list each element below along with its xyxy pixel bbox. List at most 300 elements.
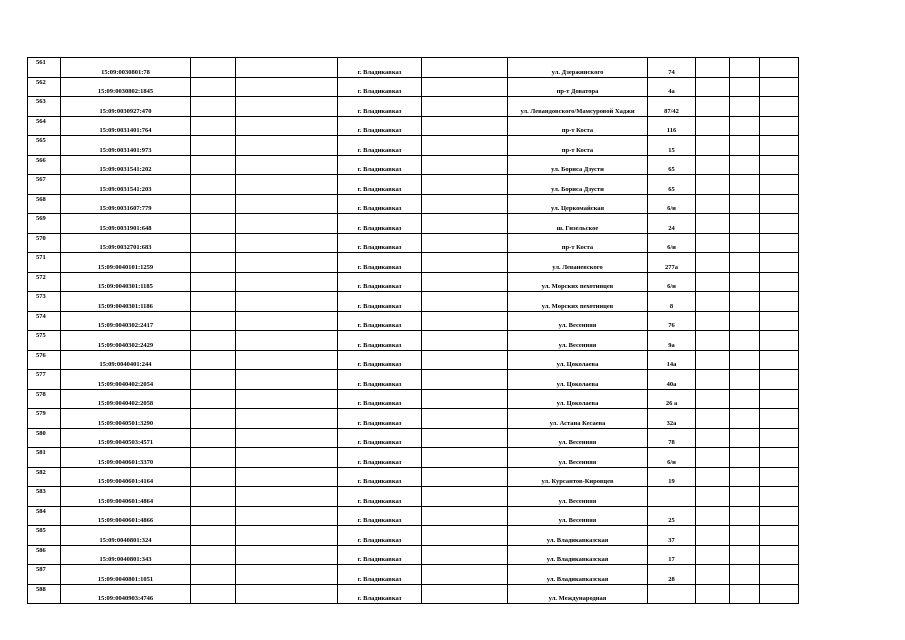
- row-number: 564: [28, 116, 61, 136]
- cadastral-number: 15:09:0040302:2417: [61, 311, 191, 331]
- house-number: 9а: [648, 331, 696, 351]
- table-row: [28, 253, 799, 273]
- empty-cell: [191, 175, 236, 195]
- empty-cell: [191, 584, 236, 604]
- empty-cell: [191, 214, 236, 234]
- house-number: 8: [648, 292, 696, 312]
- empty-cell: [730, 155, 760, 175]
- cadastral-number: 15:09:0031401:973: [61, 136, 191, 156]
- table-row: [28, 97, 799, 117]
- city-name: г. Владикавказ: [338, 545, 422, 565]
- street-name: ул. Леваневского: [508, 253, 648, 273]
- empty-cell: [696, 389, 730, 409]
- empty-cell: [760, 584, 799, 604]
- empty-cell: [760, 409, 799, 429]
- street-name: ул. Цоколаева: [508, 350, 648, 370]
- empty-cell: [422, 467, 508, 487]
- house-number: 19: [648, 467, 696, 487]
- empty-cell: [730, 506, 760, 526]
- street-name: пр-т Коста: [508, 116, 648, 136]
- street-name: ул. Весенняя: [508, 487, 648, 507]
- empty-cell: [760, 116, 799, 136]
- city-name: г. Владикавказ: [338, 194, 422, 214]
- empty-cell: [730, 331, 760, 351]
- cadastral-number: 15:09:0040501:3290: [61, 409, 191, 429]
- empty-cell: [191, 272, 236, 292]
- empty-cell: [191, 58, 236, 78]
- table-row: [28, 428, 799, 448]
- empty-cell: [422, 97, 508, 117]
- row-number: 580: [28, 428, 61, 448]
- empty-cell: [730, 116, 760, 136]
- cadastral-number: 15:09:0030802:1845: [61, 77, 191, 97]
- empty-cell: [696, 526, 730, 546]
- cadastral-number: 15:09:0040601:4164: [61, 467, 191, 487]
- empty-cell: [730, 448, 760, 468]
- city-name: г. Владикавказ: [338, 233, 422, 253]
- table-row: [28, 467, 799, 487]
- street-name: ул. Весенняя: [508, 448, 648, 468]
- empty-cell: [696, 409, 730, 429]
- house-number: 277а: [648, 253, 696, 273]
- table-row: [28, 409, 799, 429]
- city-name: г. Владикавказ: [338, 409, 422, 429]
- empty-cell: [696, 155, 730, 175]
- cadastral-number: 15:09:0040402:2054: [61, 370, 191, 390]
- empty-cell: [696, 116, 730, 136]
- empty-cell: [422, 350, 508, 370]
- empty-cell: [760, 350, 799, 370]
- table-row: [28, 565, 799, 585]
- table-row: [28, 389, 799, 409]
- row-number: 573: [28, 292, 61, 312]
- house-number: 4а: [648, 77, 696, 97]
- empty-cell: [696, 253, 730, 273]
- cadastral-number: 15:09:0040301:1185: [61, 272, 191, 292]
- cadastral-number: 15:09:0040801:324: [61, 526, 191, 546]
- empty-cell: [236, 467, 338, 487]
- empty-cell: [760, 389, 799, 409]
- empty-cell: [696, 467, 730, 487]
- row-number: 584: [28, 506, 61, 526]
- empty-cell: [236, 155, 338, 175]
- table-row: [28, 448, 799, 468]
- house-number: 65: [648, 155, 696, 175]
- empty-cell: [730, 584, 760, 604]
- empty-cell: [236, 428, 338, 448]
- empty-cell: [191, 194, 236, 214]
- empty-cell: [422, 584, 508, 604]
- empty-cell: [730, 214, 760, 234]
- row-number: 574: [28, 311, 61, 331]
- city-name: г. Владикавказ: [338, 136, 422, 156]
- empty-cell: [760, 467, 799, 487]
- street-name: ул. Весенняя: [508, 428, 648, 448]
- empty-cell: [191, 526, 236, 546]
- city-name: г. Владикавказ: [338, 253, 422, 273]
- empty-cell: [236, 565, 338, 585]
- house-number: 26 а: [648, 389, 696, 409]
- empty-cell: [236, 487, 338, 507]
- row-number: 561: [28, 58, 61, 78]
- city-name: г. Владикавказ: [338, 155, 422, 175]
- empty-cell: [760, 428, 799, 448]
- empty-cell: [191, 370, 236, 390]
- street-name: ул. Морских пехотинцев: [508, 272, 648, 292]
- row-number: 583: [28, 487, 61, 507]
- empty-cell: [760, 526, 799, 546]
- house-number: 6/и: [648, 233, 696, 253]
- table-row: [28, 526, 799, 546]
- empty-cell: [730, 409, 760, 429]
- empty-cell: [191, 233, 236, 253]
- city-name: г. Владикавказ: [338, 58, 422, 78]
- house-number: 6/и: [648, 194, 696, 214]
- empty-cell: [236, 116, 338, 136]
- house-number: 14а: [648, 350, 696, 370]
- row-number: 588: [28, 584, 61, 604]
- empty-cell: [422, 194, 508, 214]
- empty-cell: [422, 311, 508, 331]
- street-name: ул. Владикавказская: [508, 526, 648, 546]
- house-number: 40а: [648, 370, 696, 390]
- city-name: г. Владикавказ: [338, 506, 422, 526]
- table-row: [28, 116, 799, 136]
- empty-cell: [191, 253, 236, 273]
- empty-cell: [236, 292, 338, 312]
- empty-cell: [191, 389, 236, 409]
- empty-cell: [422, 155, 508, 175]
- street-name: ул. Владикавказская: [508, 545, 648, 565]
- city-name: г. Владикавказ: [338, 97, 422, 117]
- house-number: [648, 487, 696, 507]
- city-name: г. Владикавказ: [338, 272, 422, 292]
- street-name: ул. Цоколаева: [508, 370, 648, 390]
- empty-cell: [760, 487, 799, 507]
- city-name: г. Владикавказ: [338, 428, 422, 448]
- empty-cell: [422, 214, 508, 234]
- house-number: 25: [648, 506, 696, 526]
- city-name: г. Владикавказ: [338, 526, 422, 546]
- empty-cell: [191, 116, 236, 136]
- street-name: пр-т Коста: [508, 136, 648, 156]
- empty-cell: [760, 506, 799, 526]
- city-name: г. Владикавказ: [338, 292, 422, 312]
- empty-cell: [696, 233, 730, 253]
- empty-cell: [696, 506, 730, 526]
- empty-cell: [730, 58, 760, 78]
- city-name: г. Владикавказ: [338, 175, 422, 195]
- cadastral-number: 15:09:0031901:648: [61, 214, 191, 234]
- cadastral-number: 15:09:0040402:2058: [61, 389, 191, 409]
- empty-cell: [422, 428, 508, 448]
- empty-cell: [191, 331, 236, 351]
- empty-cell: [730, 77, 760, 97]
- empty-cell: [191, 350, 236, 370]
- empty-cell: [696, 370, 730, 390]
- row-number: 578: [28, 389, 61, 409]
- row-number: 577: [28, 370, 61, 390]
- empty-cell: [696, 194, 730, 214]
- row-number: 569: [28, 214, 61, 234]
- empty-cell: [236, 311, 338, 331]
- empty-cell: [422, 370, 508, 390]
- empty-cell: [191, 77, 236, 97]
- city-name: г. Владикавказ: [338, 584, 422, 604]
- empty-cell: [730, 526, 760, 546]
- empty-cell: [191, 545, 236, 565]
- table-row: [28, 77, 799, 97]
- row-number: 576: [28, 350, 61, 370]
- house-number: 6/и: [648, 272, 696, 292]
- empty-cell: [191, 448, 236, 468]
- empty-cell: [422, 233, 508, 253]
- house-number: 76: [648, 311, 696, 331]
- empty-cell: [730, 194, 760, 214]
- table-row: [28, 311, 799, 331]
- empty-cell: [696, 545, 730, 565]
- street-name: пр-т Коста: [508, 233, 648, 253]
- empty-cell: [760, 194, 799, 214]
- house-number: 6/и: [648, 448, 696, 468]
- empty-cell: [760, 233, 799, 253]
- house-number: 74: [648, 58, 696, 78]
- empty-cell: [191, 155, 236, 175]
- house-number: 78: [648, 428, 696, 448]
- empty-cell: [236, 370, 338, 390]
- house-number: [648, 584, 696, 604]
- empty-cell: [422, 253, 508, 273]
- empty-cell: [760, 331, 799, 351]
- empty-cell: [730, 311, 760, 331]
- table-row: [28, 545, 799, 565]
- cadastral-number: 15:09:0040903:4746: [61, 584, 191, 604]
- row-number: 587: [28, 565, 61, 585]
- row-number: 581: [28, 448, 61, 468]
- cadastral-number: 15:09:0031541:202: [61, 155, 191, 175]
- street-name: ул. Владикавказская: [508, 565, 648, 585]
- city-name: г. Владикавказ: [338, 77, 422, 97]
- house-number: 32а: [648, 409, 696, 429]
- cadastral-number: 15:09:0040601:4864: [61, 487, 191, 507]
- empty-cell: [422, 175, 508, 195]
- city-name: г. Владикавказ: [338, 565, 422, 585]
- table-row: [28, 506, 799, 526]
- row-number: 567: [28, 175, 61, 195]
- empty-cell: [730, 292, 760, 312]
- street-name: ул. Международная: [508, 584, 648, 604]
- empty-cell: [696, 428, 730, 448]
- empty-cell: [730, 233, 760, 253]
- city-name: г. Владикавказ: [338, 350, 422, 370]
- city-name: г. Владикавказ: [338, 116, 422, 136]
- street-name: ул. Курсантов-Кировцев: [508, 467, 648, 487]
- empty-cell: [191, 506, 236, 526]
- empty-cell: [236, 272, 338, 292]
- empty-cell: [236, 506, 338, 526]
- street-name: ул. Весенняя: [508, 506, 648, 526]
- empty-cell: [422, 58, 508, 78]
- empty-cell: [236, 58, 338, 78]
- row-number: 568: [28, 194, 61, 214]
- empty-cell: [422, 292, 508, 312]
- table-row: [28, 487, 799, 507]
- empty-cell: [730, 175, 760, 195]
- house-number: 37: [648, 526, 696, 546]
- street-name: ул. Левандовского/Мамсуровой Хаджи: [508, 97, 648, 117]
- empty-cell: [760, 175, 799, 195]
- empty-cell: [760, 370, 799, 390]
- empty-cell: [760, 448, 799, 468]
- house-number: 24: [648, 214, 696, 234]
- city-name: г. Владикавказ: [338, 311, 422, 331]
- empty-cell: [696, 350, 730, 370]
- empty-cell: [236, 350, 338, 370]
- cadastral-number: 15:09:0030927:470: [61, 97, 191, 117]
- cadastral-number: 15:09:0040301:1186: [61, 292, 191, 312]
- empty-cell: [730, 370, 760, 390]
- house-number: 65: [648, 175, 696, 195]
- empty-cell: [422, 389, 508, 409]
- empty-cell: [236, 448, 338, 468]
- empty-cell: [696, 584, 730, 604]
- table-row: [28, 272, 799, 292]
- table-row: [28, 175, 799, 195]
- cadastral-number: 15:09:0040503:4571: [61, 428, 191, 448]
- table-row: [28, 350, 799, 370]
- row-number: 582: [28, 467, 61, 487]
- row-number: 565: [28, 136, 61, 156]
- empty-cell: [422, 272, 508, 292]
- street-name: ул. Весенняя: [508, 311, 648, 331]
- empty-cell: [422, 409, 508, 429]
- cadastral-number: 15:09:0040101:1259: [61, 253, 191, 273]
- cadastral-number: 15:09:0040401:244: [61, 350, 191, 370]
- street-name: ул. Бориса Дзусти: [508, 175, 648, 195]
- cadastral-number: 15:09:0040601:3370: [61, 448, 191, 468]
- empty-cell: [696, 214, 730, 234]
- empty-cell: [760, 58, 799, 78]
- empty-cell: [696, 58, 730, 78]
- empty-cell: [696, 331, 730, 351]
- table-row: [28, 214, 799, 234]
- empty-cell: [696, 487, 730, 507]
- table-row: [28, 58, 799, 78]
- street-name: ул. Цоколаева: [508, 389, 648, 409]
- table-row: [28, 292, 799, 312]
- row-number: 571: [28, 253, 61, 273]
- empty-cell: [696, 565, 730, 585]
- empty-cell: [696, 77, 730, 97]
- cadastral-number: 15:09:0040302:2429: [61, 331, 191, 351]
- table-row: [28, 155, 799, 175]
- table-row: [28, 370, 799, 390]
- table-body: [28, 58, 799, 604]
- empty-cell: [236, 214, 338, 234]
- empty-cell: [730, 389, 760, 409]
- house-number: 28: [648, 565, 696, 585]
- row-number: 575: [28, 331, 61, 351]
- cadastral-number: 15:09:0040801:1051: [61, 565, 191, 585]
- cadastral-number: 15:09:0030801:78: [61, 58, 191, 78]
- house-number: 17: [648, 545, 696, 565]
- empty-cell: [696, 448, 730, 468]
- empty-cell: [422, 545, 508, 565]
- cadastral-number: 15:09:0032701:683: [61, 233, 191, 253]
- city-name: г. Владикавказ: [338, 389, 422, 409]
- table-row: [28, 584, 799, 604]
- city-name: г. Владикавказ: [338, 331, 422, 351]
- empty-cell: [760, 253, 799, 273]
- empty-cell: [760, 565, 799, 585]
- empty-cell: [760, 545, 799, 565]
- street-name: ул. Морских пехотинцев: [508, 292, 648, 312]
- table-row: [28, 136, 799, 156]
- empty-cell: [696, 97, 730, 117]
- empty-cell: [696, 175, 730, 195]
- house-number: 15: [648, 136, 696, 156]
- cadastral-number: 15:09:0040801:343: [61, 545, 191, 565]
- empty-cell: [730, 272, 760, 292]
- empty-cell: [236, 331, 338, 351]
- empty-cell: [191, 311, 236, 331]
- empty-cell: [422, 116, 508, 136]
- empty-cell: [730, 467, 760, 487]
- city-name: г. Владикавказ: [338, 467, 422, 487]
- empty-cell: [422, 331, 508, 351]
- row-number: 563: [28, 97, 61, 117]
- cadastral-number: 15:09:0031401:764: [61, 116, 191, 136]
- row-number: 579: [28, 409, 61, 429]
- empty-cell: [760, 292, 799, 312]
- empty-cell: [696, 272, 730, 292]
- empty-cell: [760, 97, 799, 117]
- empty-cell: [236, 389, 338, 409]
- empty-cell: [191, 292, 236, 312]
- empty-cell: [730, 350, 760, 370]
- empty-cell: [236, 545, 338, 565]
- empty-cell: [422, 448, 508, 468]
- empty-cell: [730, 565, 760, 585]
- row-number: 585: [28, 526, 61, 546]
- street-name: ул. Астана Кесаева: [508, 409, 648, 429]
- empty-cell: [760, 77, 799, 97]
- empty-cell: [730, 253, 760, 273]
- empty-cell: [730, 545, 760, 565]
- empty-cell: [760, 155, 799, 175]
- empty-cell: [422, 77, 508, 97]
- empty-cell: [730, 97, 760, 117]
- city-name: г. Владикавказ: [338, 448, 422, 468]
- empty-cell: [422, 506, 508, 526]
- empty-cell: [191, 97, 236, 117]
- street-name: ул. Бориса Дзусти: [508, 155, 648, 175]
- empty-cell: [696, 136, 730, 156]
- empty-cell: [236, 194, 338, 214]
- table-row: [28, 331, 799, 351]
- empty-cell: [422, 526, 508, 546]
- registry-table: [27, 57, 799, 604]
- cadastral-number: 15:09:0031541:203: [61, 175, 191, 195]
- empty-cell: [696, 292, 730, 312]
- empty-cell: [191, 487, 236, 507]
- empty-cell: [730, 428, 760, 448]
- street-name: ул. Церкомайская: [508, 194, 648, 214]
- empty-cell: [730, 487, 760, 507]
- row-number: 570: [28, 233, 61, 253]
- empty-cell: [236, 526, 338, 546]
- empty-cell: [760, 136, 799, 156]
